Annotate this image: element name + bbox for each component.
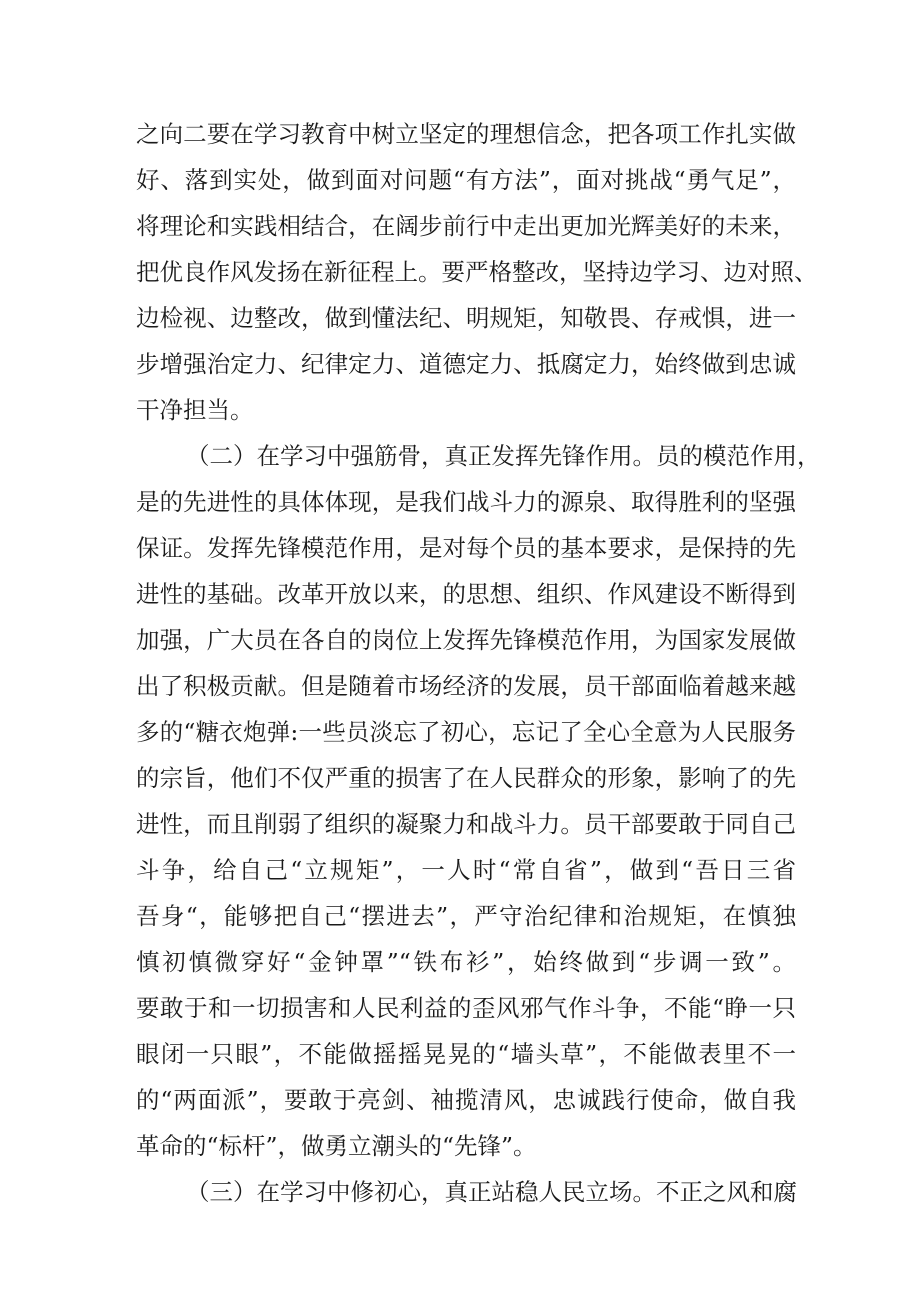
- paragraph-line: 加强，广大员在各自的岗位上发挥先锋模范作用，为国家发展做: [136, 626, 796, 654]
- paragraph-line: 革命的“标杆”，做勇立潮头的“先锋”。: [136, 1132, 537, 1160]
- paragraph-line: 干净担当。: [136, 396, 254, 424]
- paragraph-line: 进性，而且削弱了组织的凝聚力和战斗力。员干部要敢于同自己: [136, 810, 796, 838]
- paragraph-line: 要敢于和一切损害和人民利益的歪风邪气作斗争，不能“睁一只: [136, 994, 796, 1022]
- section-heading-line: （二）在学习中强筋骨，真正发挥先锋作用。员的模范作用，: [186, 442, 821, 470]
- paragraph-line: 将理论和实践相结合，在阔步前行中走出更加光辉美好的未来，: [136, 212, 796, 240]
- paragraph-line: 步增强治定力、纪律定力、道德定力、抵腐定力，始终做到忠诚: [136, 350, 796, 378]
- paragraph-line: 边检视、边整改，做到懂法纪、明规矩，知敬畏、存戒惧，进一: [136, 304, 796, 332]
- paragraph-line: 是的先进性的具体体现，是我们战斗力的源泉、取得胜利的坚强: [136, 488, 796, 516]
- paragraph-line: 的“两面派”，要敢于亮剑、袖揽清风，忠诚践行使命，做自我: [136, 1086, 796, 1114]
- paragraph-line: 好、落到实处，做到面对问题“有方法”，面对挑战“勇气足”，: [136, 166, 796, 194]
- paragraph-line: 把优良作风发扬在新征程上。要严格整改，坚持边学习、边对照、: [136, 258, 818, 286]
- paragraph-line: 进性的基础。改革开放以来，的思想、组织、作风建设不断得到: [136, 580, 796, 608]
- paragraph-line: 斗争，给自己“立规矩”，一人时“常自省”，做到“吾日三省: [136, 856, 796, 884]
- paragraph-line: 之向二要在学习教育中树立坚定的理想信念，把各项工作扎实做: [136, 120, 796, 148]
- paragraph-line: 吾身“，能够把自己“摆进去”，严守治纪律和治规矩，在慎独: [136, 902, 796, 930]
- paragraph-line: 的宗旨，他们不仅严重的损害了在人民群众的形象，影响了的先: [136, 764, 796, 792]
- section-heading-line: （三）在学习中修初心，真正站稳人民立场。不正之风和腐: [186, 1178, 797, 1206]
- paragraph-line: 出了积极贡献。但是随着市场经济的发展，员干部面临着越来越: [136, 672, 796, 700]
- paragraph-line: 保证。发挥先锋模范作用，是对每个员的基本要求，是保持的先: [136, 534, 796, 562]
- paragraph-line: 多的“糖衣炮弹:一些员淡忘了初心，忘记了全心全意为人民服务: [136, 718, 796, 746]
- paragraph-line: 眼闭一只眼”，不能做摇摇晃晃的“墙头草”，不能做表里不一: [136, 1040, 796, 1068]
- paragraph-line: 慎初慎微穿好“金钟罩”“铁布衫”，始终做到“步调一致”。: [136, 948, 796, 976]
